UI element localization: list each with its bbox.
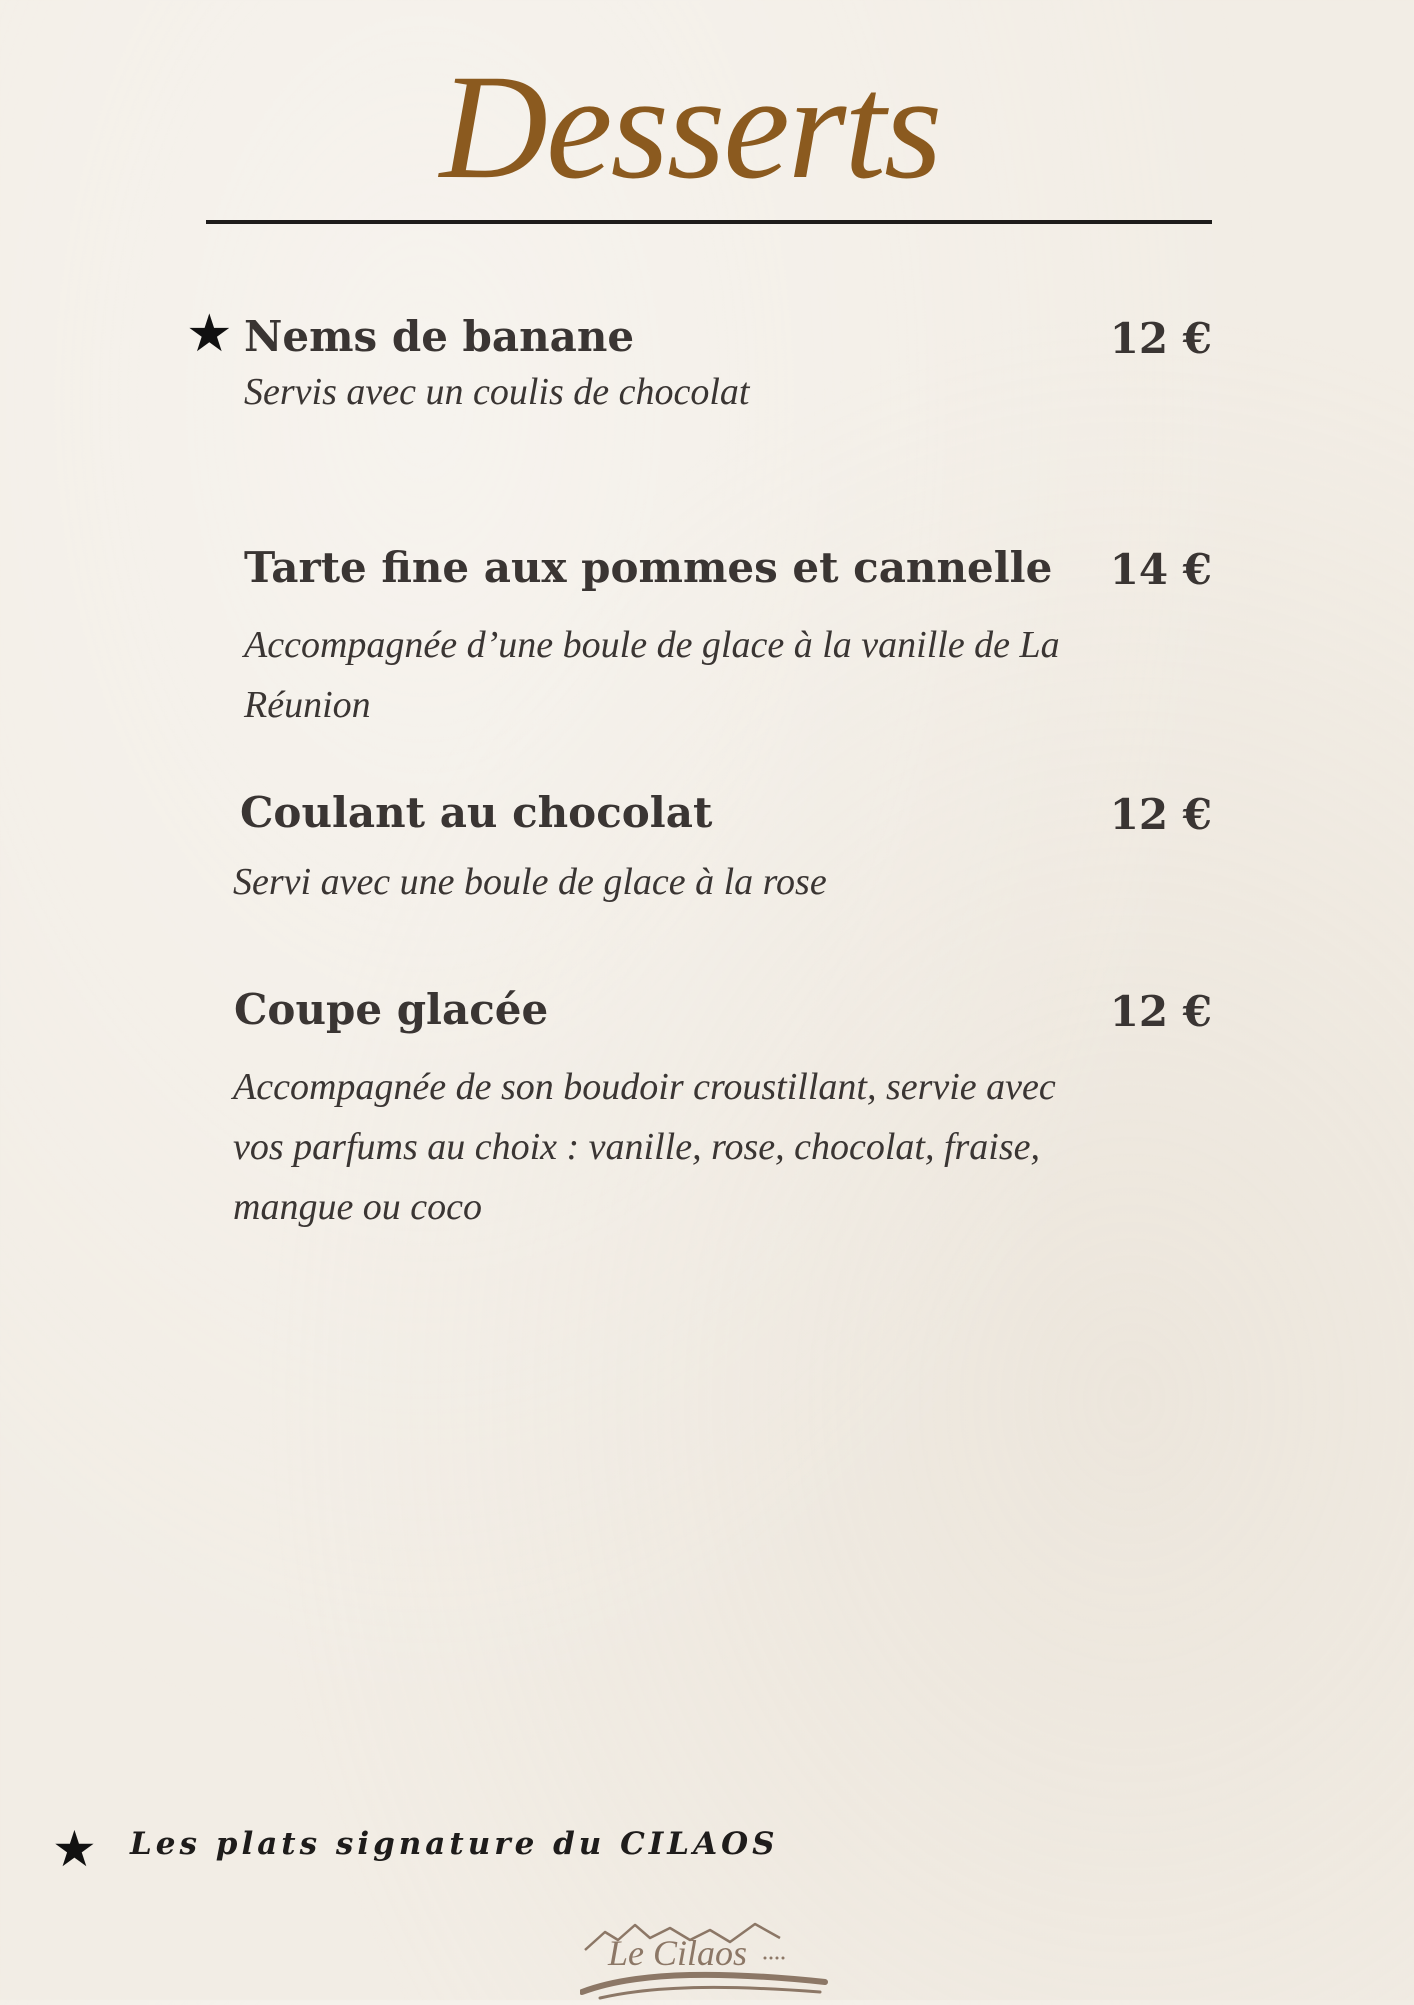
restaurant-logo xyxy=(580,1910,830,2000)
page-title: Desserts xyxy=(439,44,941,210)
signature-star-icon: ★ xyxy=(52,1820,97,1878)
menu-item-name: Coulant au chocolat xyxy=(240,788,713,837)
menu-item-price: 12 € xyxy=(1109,314,1212,363)
signature-star-icon: ★ xyxy=(186,304,233,364)
menu-item-price: 14 € xyxy=(1109,545,1212,594)
menu-item-description: Servi avec une boule de glace à la rose xyxy=(233,861,827,903)
menu-item-name: Tarte fine aux pommes et cannelle xyxy=(244,543,1053,592)
menu-item-description: Accompagnée de son boudoir croustillant, servie avec vos parfums au choix : vanille, rose, chocolat, fraise, mangue ou coco xyxy=(233,1066,1056,1228)
signature-legend: Les plats signature du CILAOS xyxy=(130,1826,779,1862)
menu-item-name: Coupe glacée xyxy=(234,985,549,1034)
menu-item-description: Servis avec un coulis de chocolat xyxy=(244,371,750,413)
menu-item-price: 12 € xyxy=(1109,790,1212,839)
menu-item-name: Nems de banane xyxy=(244,312,635,361)
title-divider xyxy=(206,220,1212,224)
menu-item-description: Accompagnée d’une boule de glace à la vanille de La Réunion xyxy=(244,624,1060,726)
menu-item-price: 12 € xyxy=(1109,987,1212,1036)
logo-wordmark: Le Cilaos xyxy=(608,1933,748,1973)
